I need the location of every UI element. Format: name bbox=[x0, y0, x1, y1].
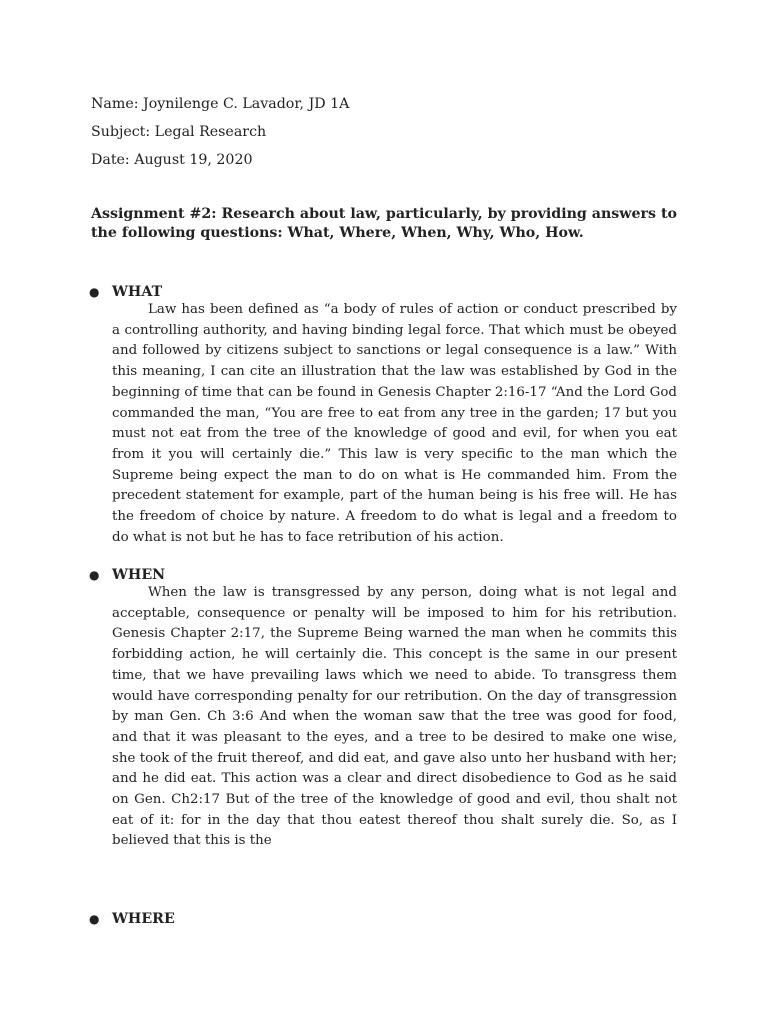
section-heading-label: WHERE bbox=[112, 911, 175, 927]
date-line: Date: August 19, 2020 bbox=[91, 152, 253, 168]
section-body-when: When the law is transgressed by any person, doing what is not legal and acceptable, consequence or penalty will be imposed to him for his retribution. Genesis Chapter 2:17, the Supreme Being warned the man when he commits this forbidding action, he will certainly die. This concept is the same in our present time, that we have prevailing laws which we need to abide. To transgress them would have corresponding penalty for our retribution. On the day of transgression by man Gen. Ch 3:6 And when the woman saw that the tree was good for food, and that it was pleasant to the eyes, and a tree to be desired to make one wise, she took of the fruit thereof, and did eat, and gave also unto her husband with her; and he did eat. This action was a clear and direct disobedience to God as he said on Gen. Ch2:17 But of the tree of the knowledge of good and evil, thou shalt not eat of it: for in the day that thou eatest thereof thou shalt surely die. So, as I believed that this is the bbox=[112, 585, 677, 849]
subject-line: Subject: Legal Research bbox=[91, 124, 267, 140]
assignment-statement: Assignment #2: Research about law, particularly, by providing answers to the following questions: What, Where, When, Why, Who, How. bbox=[91, 206, 677, 241]
section-body-what: Law has been defined as “a body of rules of action or conduct prescribed by a controlling authority, and having binding legal force. That which must be obeyed and followed by citizens subject to sanctions or legal consequence is a law.” With this meaning, I can cite an illustration that the law was established by God in the beginning of time that can be found in Genesis Chapter 2:16-17 “And the Lord God commanded the man, “You are free to eat from any tree in the garden; 17 but you must not eat from the tree of the knowledge of good and evil, for when you eat from it you will certainly die.” This law is very specific to the man which the Supreme being expect the man to do on what is He commanded him. From the precedent statement for example, part of the human being is his free will. He has the freedom of choice by nature. A freedom to do what is legal and a freedom to do what is not but he has to face retribution of his action. bbox=[112, 302, 677, 545]
section-heading-where bbox=[89, 910, 175, 928]
section-heading-label: WHEN bbox=[112, 567, 166, 583]
section-heading-when bbox=[89, 566, 165, 584]
section-heading-label: WHAT bbox=[112, 284, 163, 300]
bullet-icon: ● bbox=[89, 912, 100, 926]
bullet-icon: ● bbox=[89, 568, 100, 582]
bullet-icon: ● bbox=[89, 285, 100, 299]
section-heading-what bbox=[89, 283, 162, 301]
student-name: Name: Joynilenge C. Lavador, JD 1A bbox=[91, 96, 350, 112]
